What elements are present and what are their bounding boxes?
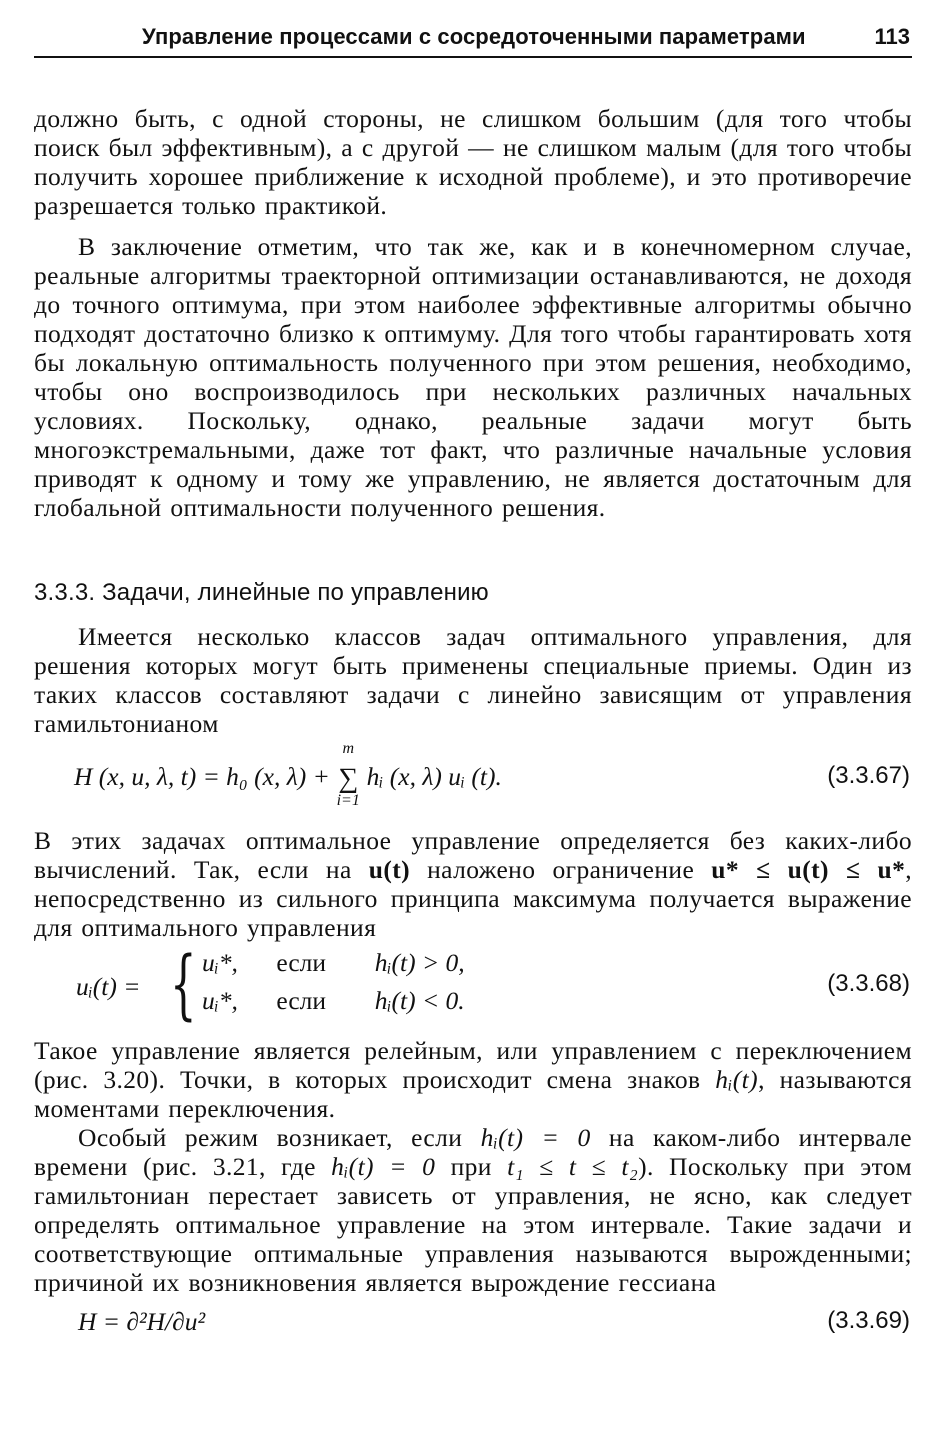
case-negative xyxy=(202,986,465,1016)
inline-math: hᵢ(t) = 0 xyxy=(480,1123,591,1152)
text-run: В этих задачах оптимальное управление определяется без каких-либо вычислений. Так, если на xyxy=(34,826,912,884)
paragraph-continuation: должно быть, с одной стороны, не слишком большим (для того чтобы поиск был эффективным), а с другой — не слишком малым (для того чтобы получить хорошее приближение к исходной проблеме), и это противоречие разрешается только практикой. xyxy=(34,104,912,220)
case-condition: hᵢ(t) < 0. xyxy=(374,986,465,1015)
running-head xyxy=(34,16,912,58)
paragraph-intro-classes: Имеется несколько классов задач оптимального управления, для решения которых могут быть применены специальные приемы. Один из таких классов составляют задачи с линейно зависящим от управления гамильтонианом xyxy=(34,622,912,738)
equation-number: (3.3.68) xyxy=(827,970,910,997)
equation-number: (3.3.69) xyxy=(827,1307,910,1334)
inline-math: u(t) xyxy=(368,855,411,884)
text-run: Такое управление является релейным, или управлением с переключением (рис. 3.20). Точки, в которых происходит смена знаков xyxy=(34,1036,912,1094)
equation-3-3-69 xyxy=(34,1301,912,1341)
paragraph-switching xyxy=(34,1036,912,1123)
text-run: Особый режим возникает, если xyxy=(78,1123,481,1152)
equation-lhs: H = ∂²H/∂u² xyxy=(78,1307,206,1336)
section-heading: 3.3.3. Задачи, линейные по управлению xyxy=(34,579,489,606)
paragraph-relay-control xyxy=(34,826,912,942)
inline-math: u* ≤ u(t) ≤ u* xyxy=(711,855,906,884)
equation-number: (3.3.67) xyxy=(827,762,910,789)
case-value: uᵢ*, xyxy=(202,948,238,977)
equation-3-3-68 xyxy=(34,939,912,1034)
case-word: если xyxy=(276,948,327,977)
text-run: при xyxy=(435,1152,508,1181)
text-run: , непосредственно из сильного принципа максимума получается выражение для оптимального управления xyxy=(34,855,912,942)
inline-math: hᵢ(t) xyxy=(715,1065,759,1094)
book-page xyxy=(34,16,912,1341)
summation-symbol: m ∑ i=1 xyxy=(336,764,360,794)
text-run: , называются моментами переключения. xyxy=(34,1065,912,1123)
left-brace: { xyxy=(170,939,197,1028)
case-positive xyxy=(202,948,465,978)
text-run: наложено ограничение xyxy=(410,855,712,884)
sum-lower-limit: i=1 xyxy=(336,792,360,810)
equation-3-3-67 xyxy=(34,738,912,826)
case-value: uᵢ*, xyxy=(202,986,238,1015)
equation-lhs: H (x, u, λ, t) = h₀ (x, λ) + xyxy=(74,762,330,791)
equation-lhs: uᵢ(t) = xyxy=(76,972,141,1001)
inline-math: hᵢ(t) = 0 xyxy=(331,1152,436,1181)
paragraph-singular-mode xyxy=(34,1123,912,1297)
text-run: ). Поскольку при этом гамильтониан перестает зависеть от управления, не ясно, как следует определять оптимальное управление на этом интервале. Такие задачи и соответствующие оптимальные управления называются вырожденными; причиной их возникновения является вырождение гессиана xyxy=(34,1152,912,1297)
case-word: если xyxy=(276,986,327,1015)
page-number: 113 xyxy=(874,24,910,49)
case-condition: hᵢ(t) > 0, xyxy=(374,948,465,977)
equation-body xyxy=(74,740,502,810)
equation-rhs: hᵢ (x, λ) uᵢ (t). xyxy=(366,762,502,791)
text-run: на каком-либо интервале времени (рис. 3.21, где xyxy=(34,1123,912,1181)
running-title: Управление процессами с сосредоточенными параметрами xyxy=(142,24,806,49)
paragraph-conclusion: В заключение отметим, что так же, как и в конечномерном случае, реальные алгоритмы траекторной оптимизации останавливаются, не доходя до точного оптимума, при этом наиболее эффективные алгоритмы обычно подходят достаточно близко к оптимуму. Для того чтобы гарантировать хотя бы локальную оптимальность полученного при этом решения, необходимо, чтобы оно воспроизводилось при нескольких различных начальных условиях. Поскольку, однако, реальные задачи могут быть многоэкстремальными, даже тот факт, что различные начальные условия приводят к одному и тому же управлению, не является достаточным для глобальной оптимальности полученного решения. xyxy=(34,232,912,522)
inline-math: t₁ ≤ t ≤ t₂ xyxy=(507,1152,639,1181)
sum-upper-limit: m xyxy=(342,740,355,758)
